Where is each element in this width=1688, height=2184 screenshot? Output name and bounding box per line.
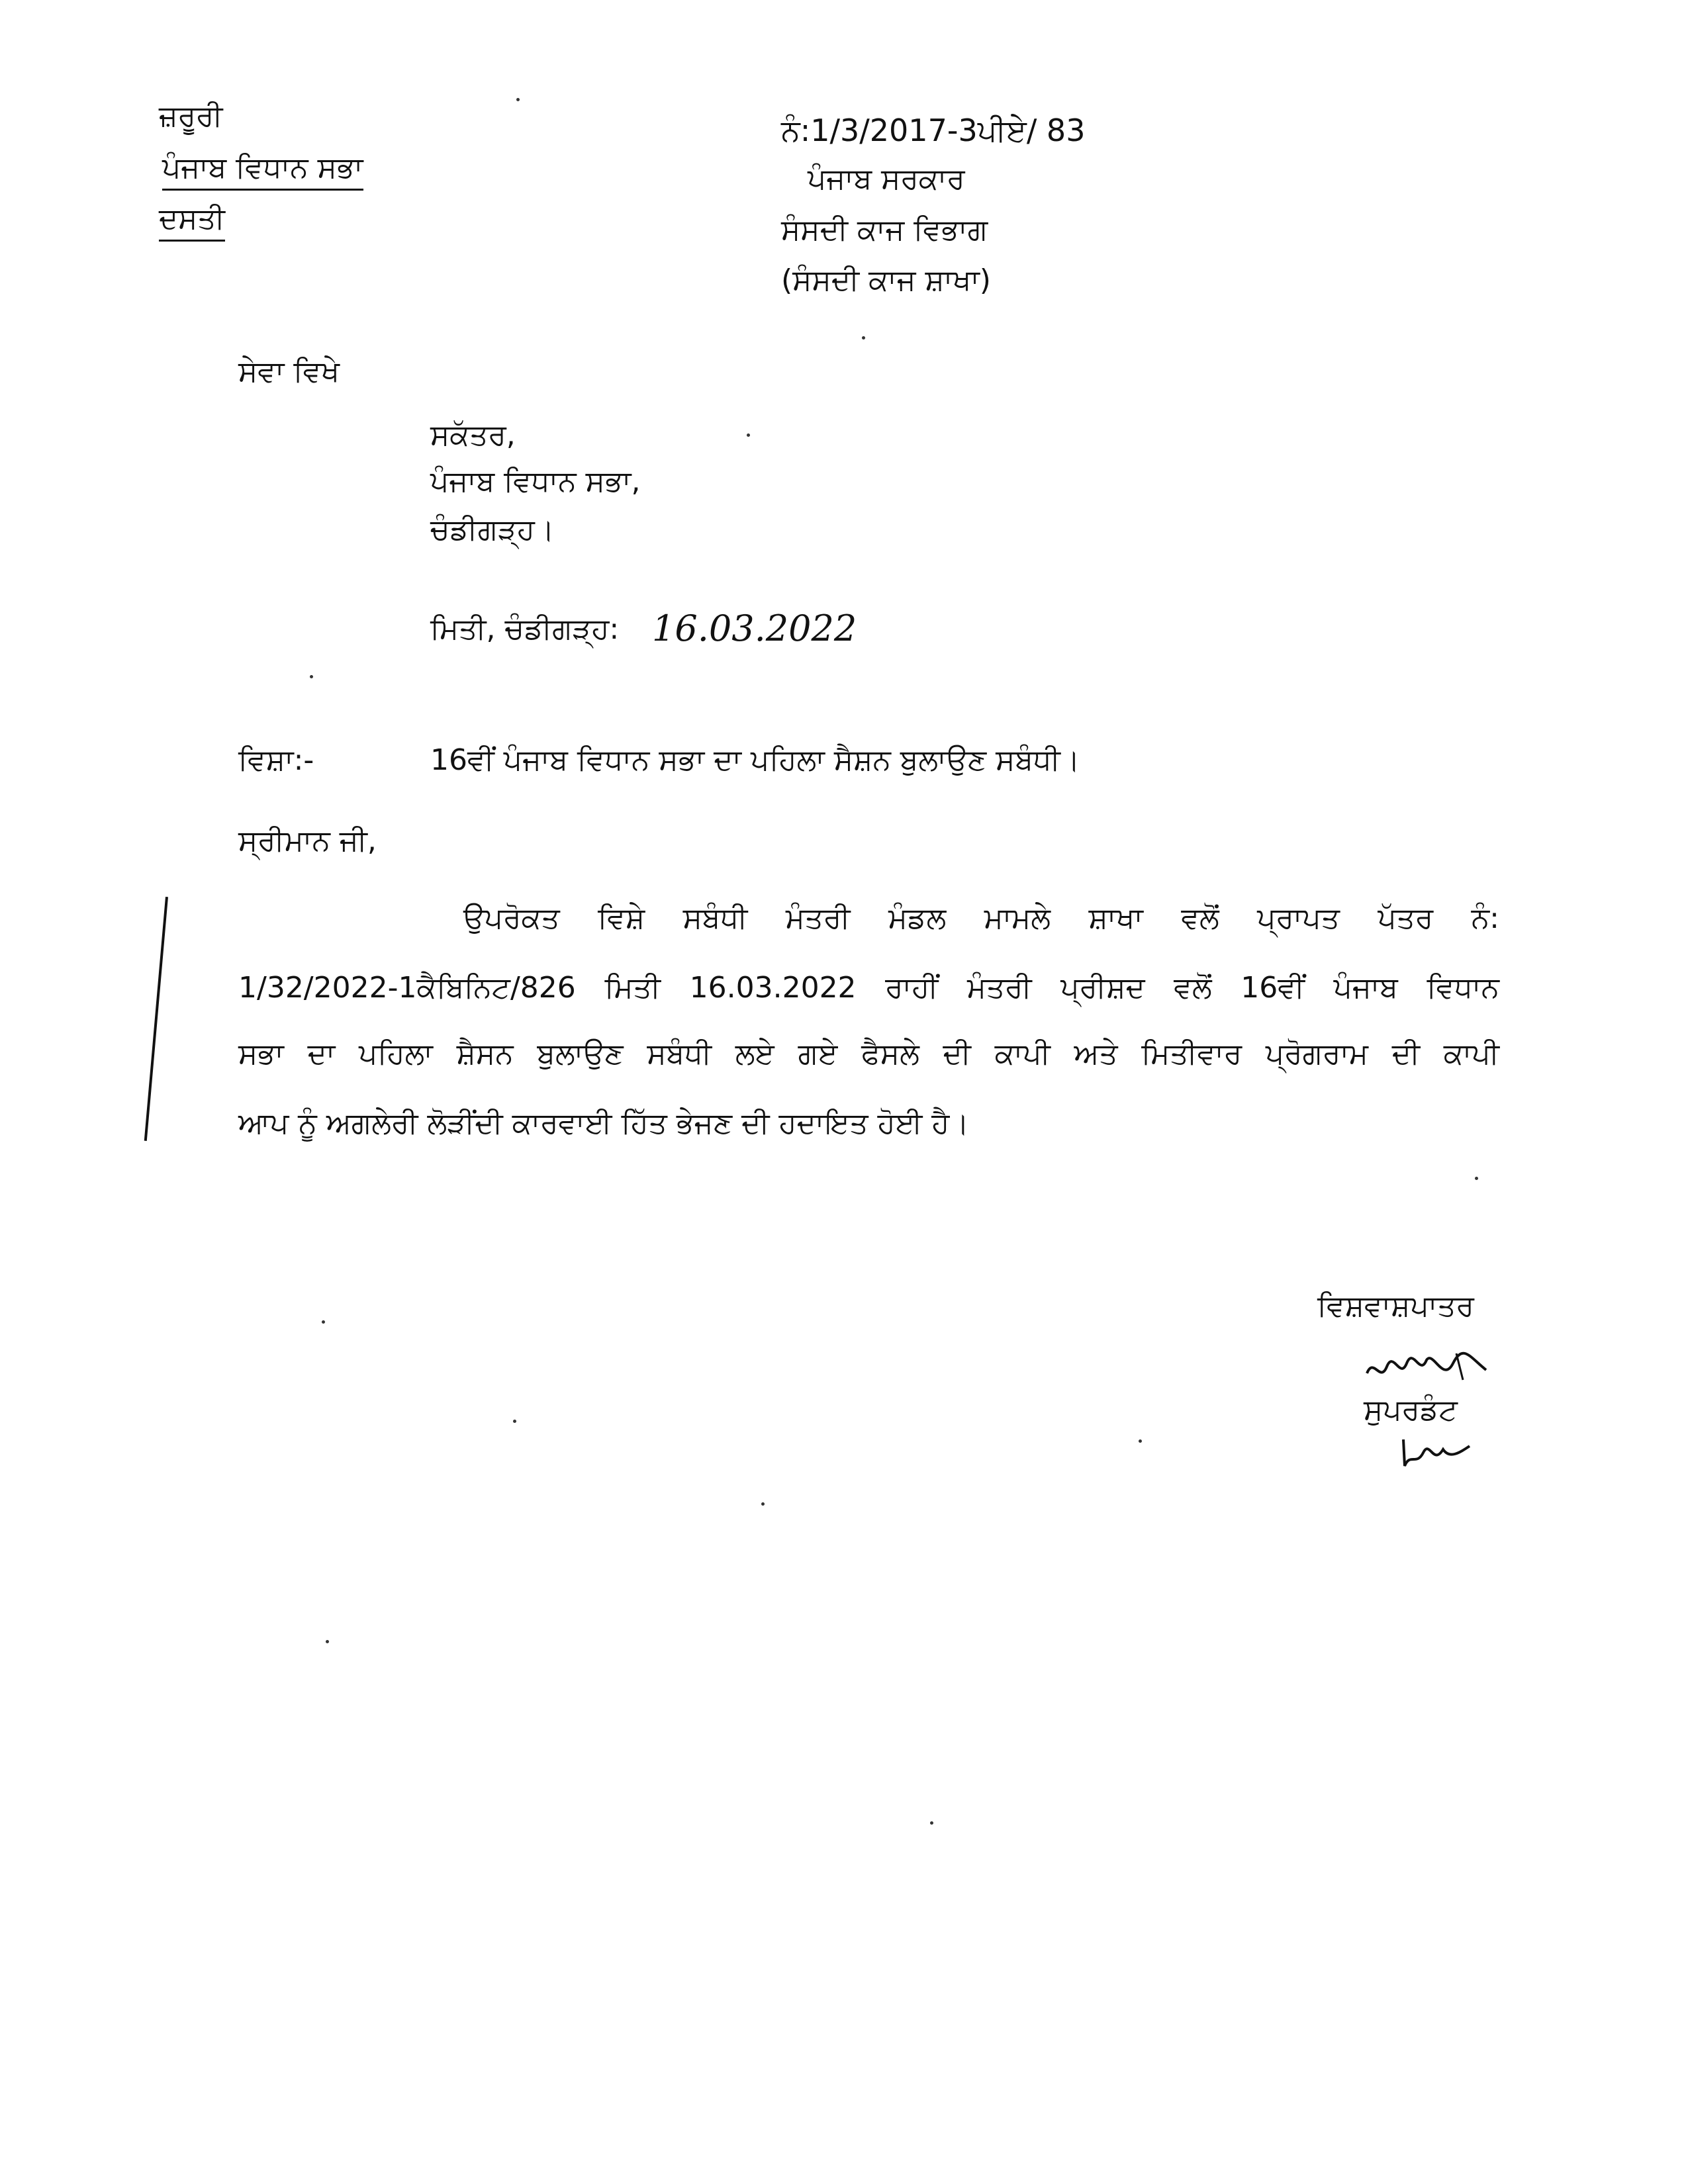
addressee-title: ਸਕੱਤਰ, xyxy=(430,418,516,452)
scan-speck xyxy=(322,1320,325,1324)
date-value: 16.03.2022 xyxy=(652,608,857,649)
government-name: ਪੰਜਾਬ ਸਰਕਾਰ xyxy=(808,162,965,196)
scan-speck xyxy=(1139,1439,1142,1443)
scan-speck xyxy=(930,1821,933,1825)
subject-text: 16ਵੀਂ ਪੰਜਾਬ ਵਿਧਾਨ ਸਭਾ ਦਾ ਪਹਿਲਾ ਸੈਸ਼ਨ ਬੁਲਾਉਣ ਸਬੰਧੀ। xyxy=(430,743,1080,777)
scan-speck xyxy=(761,1502,765,1506)
scan-speck xyxy=(747,433,750,437)
by-hand-label: ਦਸਤੀ xyxy=(159,202,225,242)
initials-scribble xyxy=(1397,1433,1476,1473)
date-label: ਮਿਤੀ, ਚੰਡੀਗੜ੍ਹ: xyxy=(430,612,620,646)
department-name: ਸੰਸਦੀ ਕਾਜ ਵਿਭਾਗ xyxy=(781,213,988,247)
scan-speck xyxy=(862,336,865,340)
urgent-label: ਜ਼ਰੂਰੀ xyxy=(159,99,223,133)
body-line-2: 1/32/2022-1ਕੈਬਿਨਿਟ/826 ਮਿਤੀ 16.03.2022 ਰਾਹੀਂ ਮੰਤਰੀ ਪ੍ਰੀਸ਼ਦ ਵਲੋਂ 16ਵੀਂ ਪੰਜਾਬ ਵਿਧਾਨ xyxy=(238,971,1499,1005)
scan-speck xyxy=(326,1640,329,1643)
branch-name: (ਸੰਸਦੀ ਕਾਜ ਸ਼ਾਖਾ) xyxy=(781,263,991,297)
designation-superintendent: ਸੁਪਰਡੰਟ xyxy=(1364,1393,1458,1427)
addressee-city: ਚੰਡੀਗੜ੍ਹ। xyxy=(430,513,555,547)
body-line-3: ਸਭਾ ਦਾ ਪਹਿਲਾ ਸ਼ੈਸਨ ਬੁਲਾਉਣ ਸਬੰਧੀ ਲਏ ਗਏ ਫੈਸਲੇ ਦੀ ਕਾਪੀ ਅਤੇ ਮਿਤੀਵਾਰ ਪ੍ਰੋਗਰਾਮ ਦੀ ਕਾਪੀ xyxy=(238,1037,1499,1071)
signature-scribble xyxy=(1364,1343,1496,1390)
reference-number: ਨੰ:1/3/2017-3ਪੀਏ/ 83 xyxy=(781,113,1086,148)
margin-pen-line xyxy=(144,897,168,1141)
subject-label: ਵਿਸ਼ਾ:- xyxy=(238,743,314,777)
salutation: ਸੇਵਾ ਵਿਖੇ xyxy=(238,355,340,388)
scan-speck xyxy=(513,1420,516,1423)
scan-speck xyxy=(516,98,520,101)
closing-yours-faithfully: ਵਿਸ਼ਵਾਸ਼ਪਾਤਰ xyxy=(1317,1289,1474,1323)
greeting: ਸ੍ਰੀਮਾਨ ਜੀ, xyxy=(238,824,377,858)
body-line-4: ਆਪ ਨੂੰ ਅਗਲੇਰੀ ਲੋੜੀਂਦੀ ਕਾਰਵਾਈ ਹਿੱਤ ਭੇਜਣ ਦੀ ਹਦਾਇਤ ਹੋਈ ਹੈ। xyxy=(238,1107,970,1140)
body-line-1: ਉਪਰੋਕਤ ਵਿਸ਼ੇ ਸਬੰਧੀ ਮੰਤਰੀ ਮੰਡਲ ਮਾਮਲੇ ਸ਼ਾਖਾ ਵਲੋਂ ਪ੍ਰਾਪਤ ਪੱਤਰ ਨੰ: xyxy=(463,901,1499,935)
scan-speck xyxy=(310,675,313,678)
addressee-office: ਪੰਜਾਬ ਵਿਧਾਨ ਸਭਾ, xyxy=(430,465,641,498)
scan-speck xyxy=(1475,1177,1478,1180)
recipient-office-label: ਪੰਜਾਬ ਵਿਧਾਨ ਸਭਾ xyxy=(162,151,363,191)
